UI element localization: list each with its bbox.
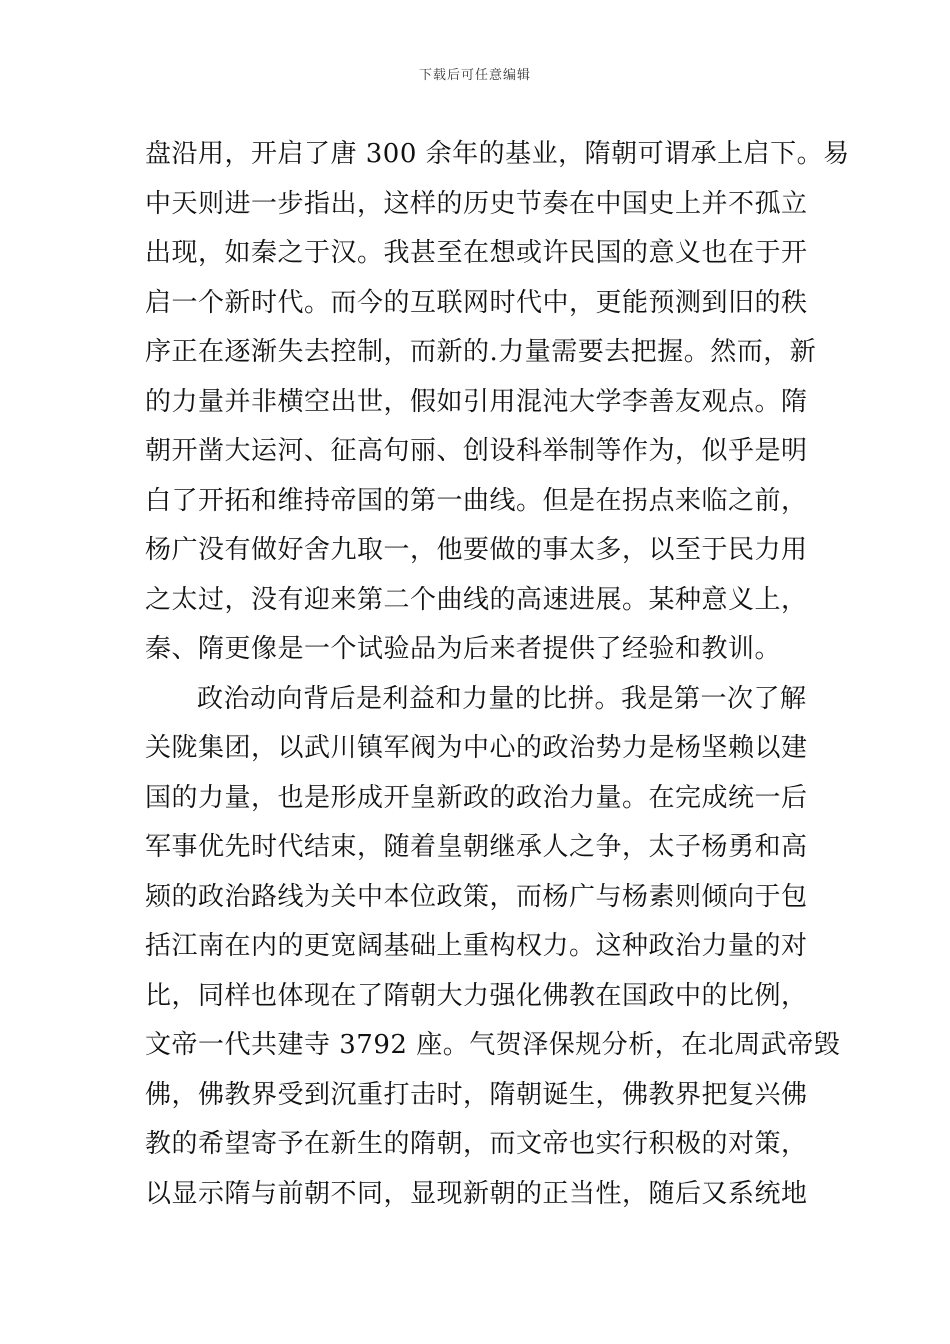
text-line: 之太过，没有迎来第二个曲线的高速进展。某种意义上， [145, 584, 808, 615]
text-line: 比，同样也体现在了隋朝大力强化佛教在国政中的比例， [145, 980, 808, 1011]
text-line: 中天则进一步指出，这样的历史节奏在中国史上并不孤立 [145, 188, 808, 219]
text-line: 括江南在内的更宽阔基础上重构权力。这种政治力量的对 [145, 931, 808, 961]
text-line: 关陇集团，以武川镇军阀为中心的政治势力是杨坚赖以建 [145, 733, 808, 763]
text-line: 教的希望寄予在新生的隋朝，而文帝也实行积极的对策， [145, 1129, 808, 1159]
text-line: 盘沿用，开启了唐 300 余年的基业，隋朝可谓承上启下。易 [145, 139, 850, 169]
text-line: 文帝一代共建寺 3792 座。气贺泽保规分析，在北周武帝毁 [145, 1030, 841, 1060]
text-line: 秦、隋更像是一个试验品为后来者提供了经验和教训。 [145, 634, 782, 664]
text-line: 出现，如秦之于汉。我甚至在想或许民国的意义也在于开 [145, 238, 808, 268]
text-line: 以显示隋与前朝不同，显现新朝的正当性，随后又系统地 [145, 1178, 808, 1209]
document-body [145, 130, 850, 1219]
text-line: 启一个新时代。而今的互联网时代中，更能预测到旧的秩 [145, 287, 808, 318]
text-line: 颎的政治路线为关中本位政策，而杨广与杨素则倾向于包 [145, 881, 808, 912]
text-line: 军事优先时代结束，随着皇朝继承人之争，太子杨勇和高 [145, 832, 808, 862]
text-line: 序正在逐渐失去控制，而新的.力量需要去把握。然而，新 [145, 337, 817, 367]
text-line: 白了开拓和维持帝国的第一曲线。但是在拐点来临之前， [145, 485, 808, 516]
text-line: 朝开凿大运河、征高句丽、创设科举制等作为，似乎是明 [145, 436, 808, 466]
paragraph-start-line: 政治动向背后是利益和力量的比拼。我是第一次了解 [197, 683, 807, 714]
text-line: 国的力量，也是形成开皇新政的政治力量。在完成统一后 [145, 782, 808, 813]
text-line: 杨广没有做好舍九取一，他要做的事太多，以至于民力用 [145, 535, 808, 565]
text-line: 的力量并非横空出世，假如引用混沌大学李善友观点。隋 [145, 386, 808, 417]
page-header: 下载后可任意编辑 [418, 68, 531, 83]
text-line: 佛，佛教界受到沉重打击时，隋朝诞生，佛教界把复兴佛 [145, 1079, 808, 1110]
